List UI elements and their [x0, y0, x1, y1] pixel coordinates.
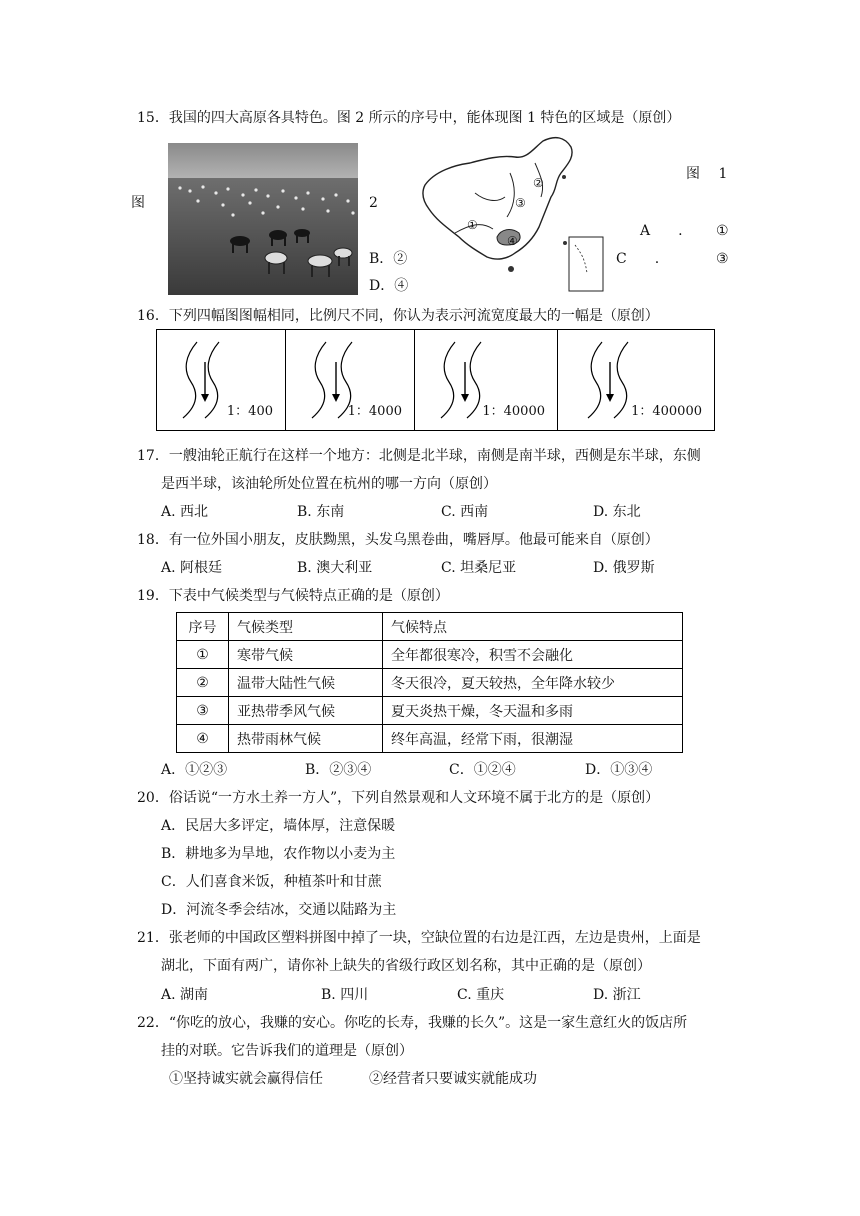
q22-choice-2: ②经营者只要诚实就能成功: [369, 1071, 537, 1087]
q17-option-a[interactable]: A. 西北: [161, 504, 209, 520]
q19-option-d[interactable]: D．①③④: [585, 762, 653, 778]
river-map-1[interactable]: [156, 329, 286, 431]
q21-option-d[interactable]: D. 浙江: [593, 987, 641, 1003]
q19-stem: 19．下表中气候类型与气候特点正确的是（原创）: [137, 588, 449, 604]
q21-stem-line2: 湖北，下面有两广，请你补上缺失的省级行政区划名称，其中正确的是（原创）: [161, 958, 651, 974]
river-map-2[interactable]: [285, 329, 415, 431]
row-climate-type: 寒带气候: [229, 641, 383, 669]
row-number: ①: [177, 641, 229, 669]
fig2-label-left: 图: [131, 195, 145, 211]
scale-label-3: 1：40000: [482, 404, 545, 419]
grassland-photo: [168, 143, 358, 295]
china-map: [415, 133, 615, 293]
q15-option-a-letter[interactable]: A .: [640, 223, 683, 239]
q15-option-d[interactable]: D．④: [369, 278, 409, 294]
q22-stem-line1: 22．“你吃的放心，我赚的安心。你吃的长寿，我赚的长久”。这是一家生意红火的饭店所: [137, 1015, 688, 1031]
table-row: [177, 669, 683, 697]
q18-option-b[interactable]: B. 澳大利亚: [297, 560, 373, 576]
q21-option-c[interactable]: C. 重庆: [457, 987, 505, 1003]
row-climate-type: 热带雨林气候: [229, 725, 383, 753]
map-mark-2: ②: [533, 176, 544, 190]
map-mark-4: ④: [507, 234, 518, 248]
fig2-label-number: 2: [369, 195, 378, 211]
q20-option-d[interactable]: D．河流冬季会结冰，交通以陆路为主: [161, 902, 397, 918]
row-climate-feature: 全年都很寒冷，积雪不会融化: [383, 641, 683, 669]
q22-stem-line2: 挂的对联。它告诉我们的道理是（原创）: [161, 1043, 413, 1059]
map-mark-1: ①: [467, 218, 478, 232]
q22-choice-1: ①坚持诚实就会赢得信任: [169, 1071, 323, 1087]
table-row: [177, 697, 683, 725]
q20-option-c[interactable]: C．人们喜食米饭，种植茶叶和甘蔗: [161, 874, 382, 890]
scale-label-4: 1：400000: [631, 404, 702, 419]
row-number: ④: [177, 725, 229, 753]
scale-label-2: 1：4000: [347, 404, 402, 419]
header-climate-type: 气候类型: [229, 613, 383, 641]
river-map-3[interactable]: [414, 329, 558, 431]
q19-option-a[interactable]: A．①②③: [161, 762, 228, 778]
table-row: [177, 725, 683, 753]
q17-option-d[interactable]: D. 东北: [593, 504, 641, 520]
q20-option-a[interactable]: A．民居大多评定，墙体厚，注意保暖: [161, 818, 396, 834]
q20-option-b[interactable]: B．耕地多为旱地，农作物以小麦为主: [161, 846, 396, 862]
q19-option-c[interactable]: C．①②④: [449, 762, 516, 778]
q21-stem-line1: 21．张老师的中国政区塑料拼图中掉了一块，空缺位置的右边是江西，左边是贵州，上面是: [137, 930, 701, 946]
q18-option-d[interactable]: D. 俄罗斯: [593, 560, 655, 576]
scale-label-1: 1：400: [226, 404, 273, 419]
q17-option-c[interactable]: C. 西南: [441, 504, 489, 520]
row-climate-type: 温带大陆性气候: [229, 669, 383, 697]
q19-option-b[interactable]: B．②③④: [305, 762, 372, 778]
fig1-label: 图 1: [686, 166, 728, 182]
row-climate-feature: 冬天很冷，夏天较热，全年降水较少: [383, 669, 683, 697]
table-row: [177, 641, 683, 669]
row-climate-feature: 终年高温，经常下雨，很潮湿: [383, 725, 683, 753]
q17-stem-line2: 是西半球，该油轮所处位置在杭州的哪一方向（原创）: [161, 476, 497, 492]
q15-option-a-value[interactable]: ①: [716, 223, 729, 239]
q17-option-b[interactable]: B. 东南: [297, 504, 345, 520]
q15-option-c-letter[interactable]: C .: [616, 251, 660, 267]
river-map-4[interactable]: [557, 329, 715, 431]
q18-option-a[interactable]: A. 阿根廷: [161, 560, 223, 576]
q16-stem: 16．下列四幅图图幅相同，比例尺不同，你认为表示河流宽度最大的一幅是（原创）: [137, 308, 659, 324]
row-number: ③: [177, 697, 229, 725]
table-header-row: [177, 613, 683, 641]
q17-stem-line1: 17．一艘油轮正航行在这样一个地方：北侧是北半球，南侧是南半球，西侧是东半球，东侧: [137, 448, 701, 464]
q18-stem: 18．有一位外国小朋友，皮肤黝黑，头发乌黑卷曲，嘴唇厚。他最可能来自（原创）: [137, 532, 659, 548]
q20-stem: 20．俗话说“一方水土养一方人”，下列自然景观和人文环境不属于北方的是（原创）: [137, 790, 660, 806]
map-mark-3: ③: [515, 196, 526, 210]
row-climate-type: 亚热带季风气候: [229, 697, 383, 725]
q21-option-b[interactable]: B. 四川: [321, 987, 369, 1003]
header-climate-feature: 气候特点: [383, 613, 683, 641]
row-climate-feature: 夏天炎热干燥，冬天温和多雨: [383, 697, 683, 725]
q18-option-c[interactable]: C. 坦桑尼亚: [441, 560, 517, 576]
q15-option-b[interactable]: B．②: [369, 251, 408, 267]
q15-stem: 15．我国的四大高原各具特色。图 2 所示的序号中，能体现图 1 特色的区域是（原创）: [137, 110, 681, 126]
climate-table: [176, 612, 683, 753]
q21-option-a[interactable]: A. 湖南: [161, 987, 209, 1003]
row-number: ②: [177, 669, 229, 697]
header-number: 序号: [177, 613, 229, 641]
q15-option-c-value[interactable]: ③: [716, 251, 729, 267]
